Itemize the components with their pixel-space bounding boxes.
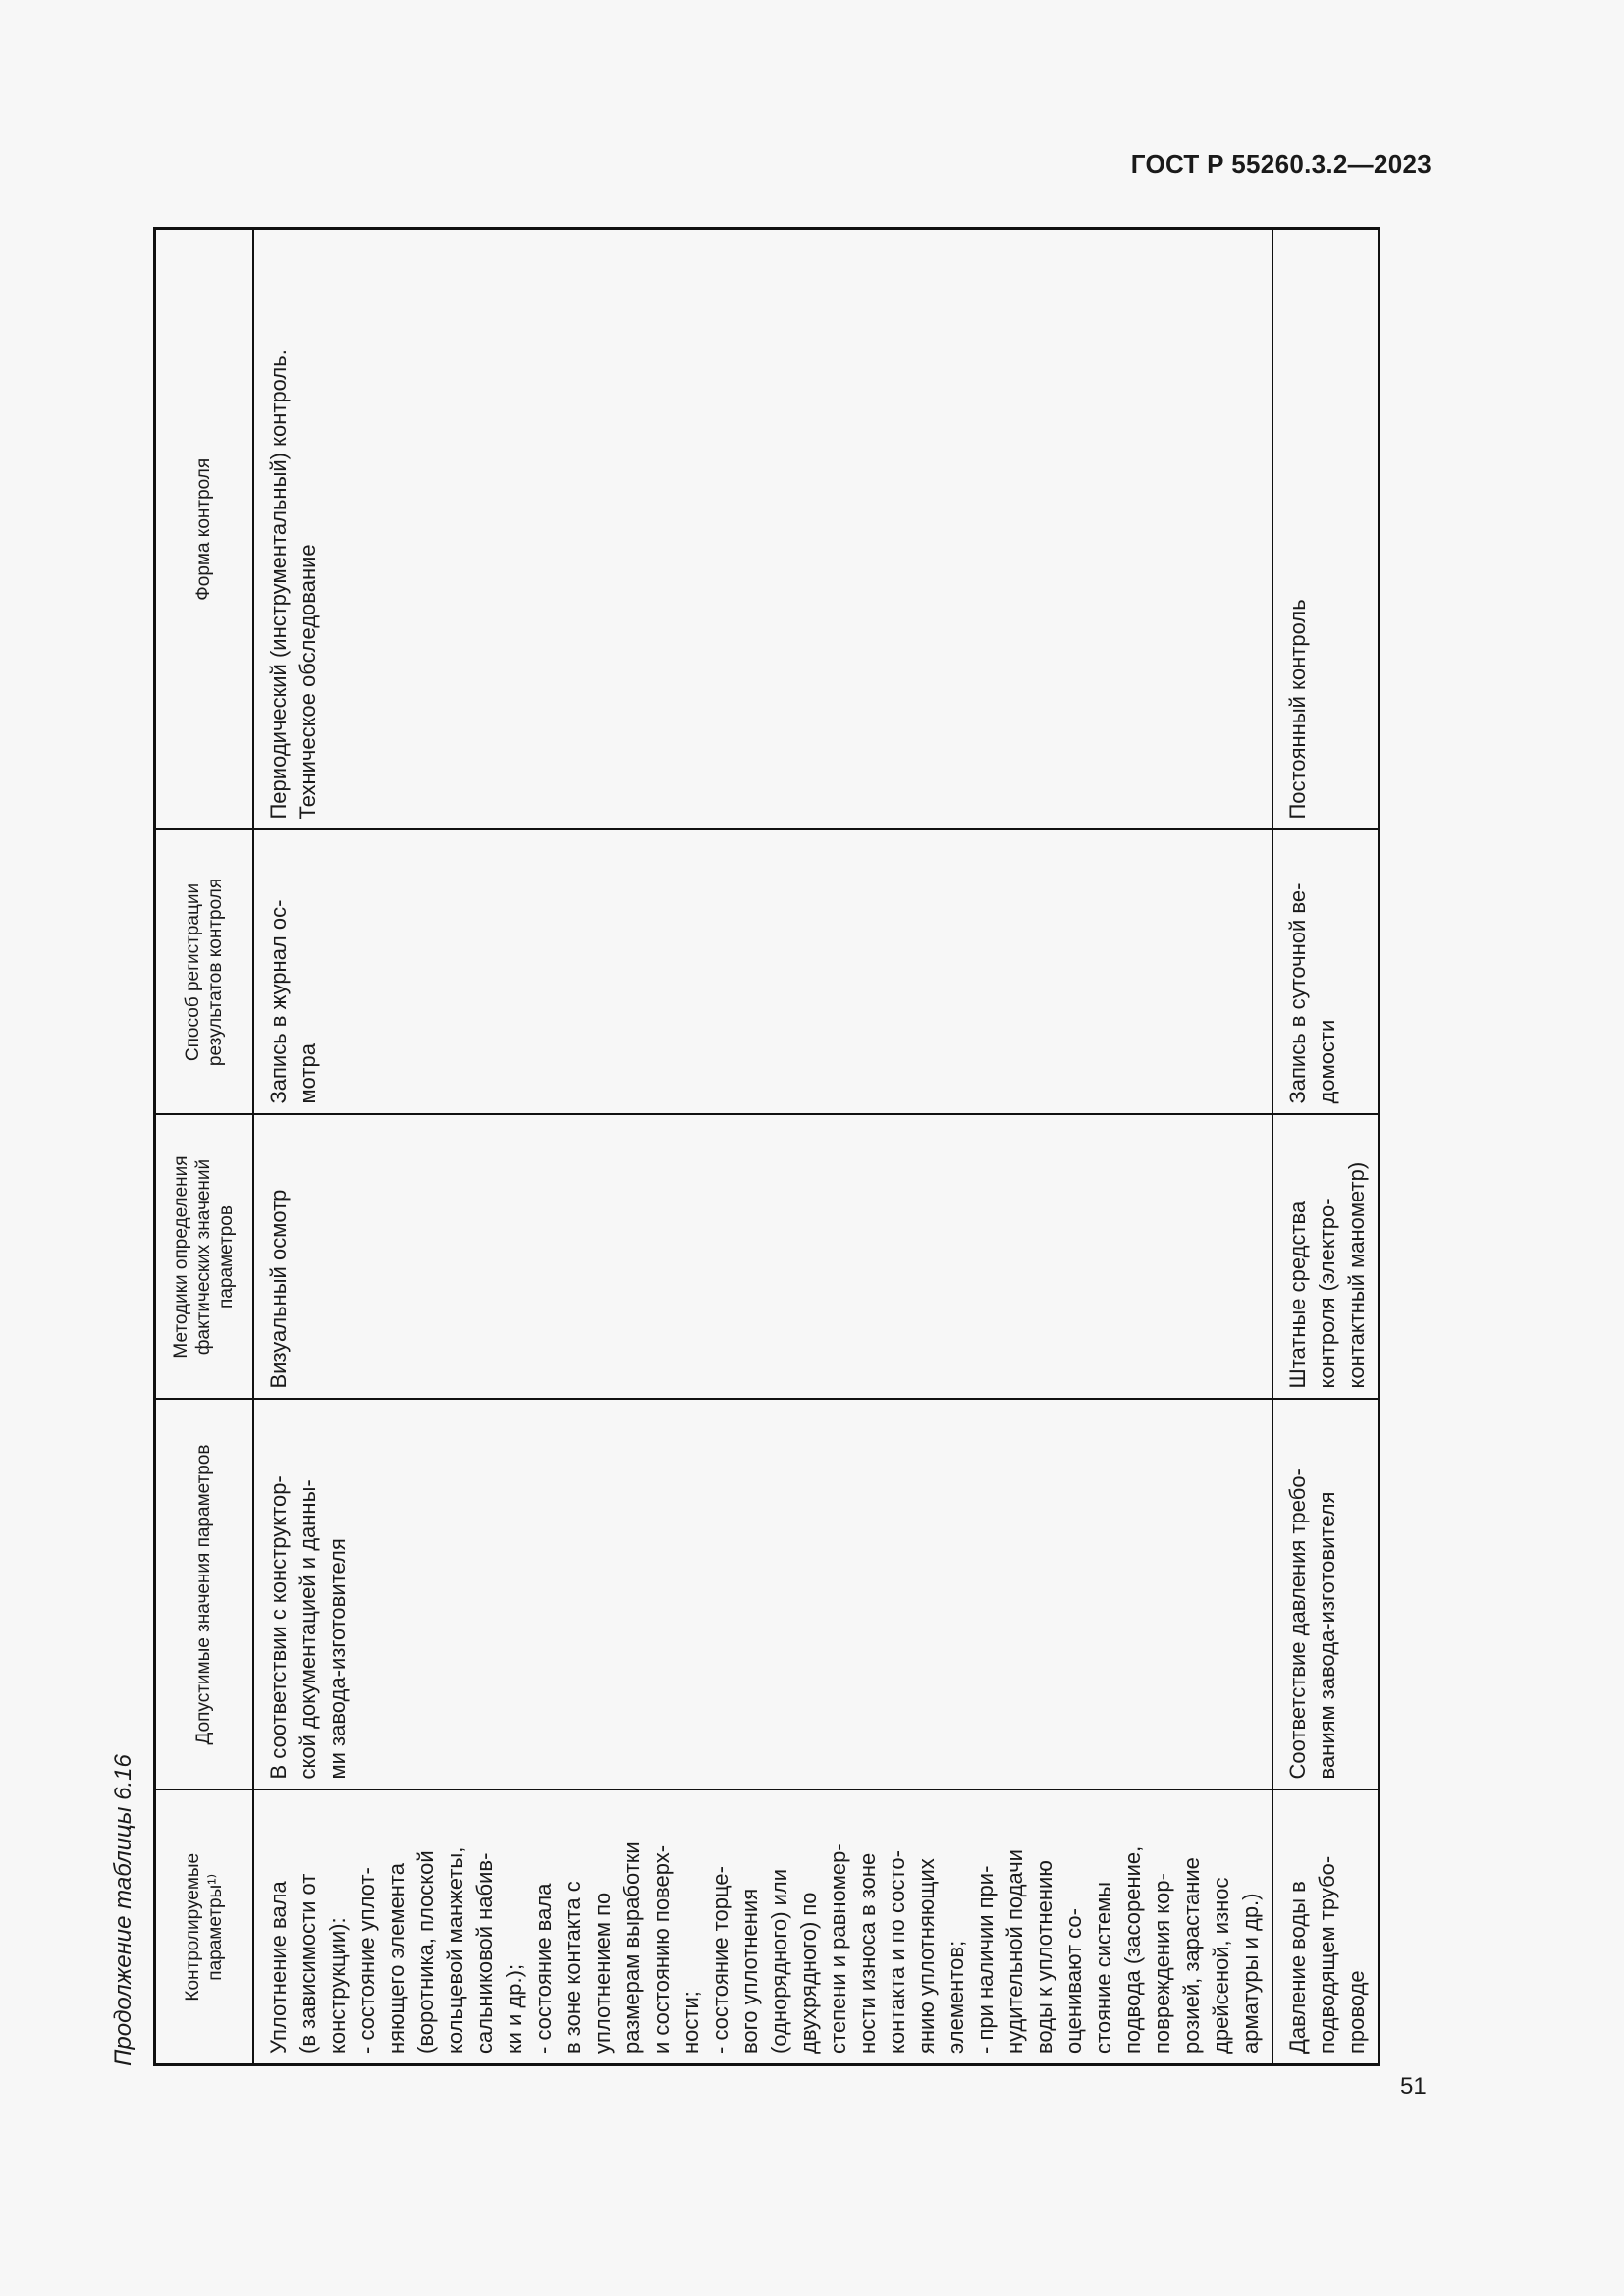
cell-text-line: янию уплотняющих	[913, 1858, 939, 2054]
cell-controlled-params	[1272, 1790, 1379, 2065]
table-header-row	[155, 229, 253, 2065]
cell-text-line: уплотнением по	[589, 1892, 615, 2054]
cell-text-line: ности износа в зоне	[854, 1852, 880, 2054]
cell-text-line: Штатные средства	[1285, 1201, 1311, 1389]
cell-text-line: - состояние торце-	[707, 1866, 732, 2054]
cell-allowed-values	[253, 1400, 1272, 1790]
header-allowed-values: Допустимые значения параметров	[155, 1400, 253, 1790]
cell-control-form	[1272, 229, 1379, 830]
cell-text-line: контактный манометр)	[1344, 1161, 1370, 1389]
cell-text-line: Запись в журнал ос-	[265, 899, 291, 1104]
cell-text-line: проводе	[1344, 1970, 1370, 2054]
cell-text-line: нудительной подачи	[1001, 1849, 1027, 2054]
cell-registration	[253, 830, 1272, 1115]
header-controlled-params: Контролируемые параметры¹⁾	[155, 1790, 253, 2065]
cell-text-line: - при наличии при-	[972, 1865, 998, 2054]
cell-text-line: Техническое обследование	[295, 544, 320, 820]
cell-text-line: (воротника, плоской	[412, 1850, 438, 2054]
cell-text-line: степени и равномер-	[825, 1843, 850, 2054]
header-control-form: Форма контроля	[155, 229, 253, 830]
cell-text-line: контакта и по состо-	[884, 1850, 909, 2054]
cell-text-line: воды к уплотнению	[1031, 1860, 1056, 2054]
cell-text-line: няющего элемента	[383, 1863, 408, 2054]
table-caption: Продолжение таблицы 6.16	[110, 1754, 136, 2066]
cell-text-line: подвода (засорение,	[1119, 1845, 1145, 2054]
cell-allowed-values	[1272, 1400, 1379, 1790]
cell-text-line: Давление воды в	[1285, 1881, 1311, 2054]
cell-text-line: конструкции):	[324, 1917, 350, 2054]
cell-registration	[1272, 830, 1379, 1115]
cell-text-line: - состояние вала	[530, 1883, 556, 2054]
cell-text-line: ности;	[677, 1991, 703, 2054]
cell-text-line: мотра	[295, 1043, 320, 1104]
cell-text-line: Соответствие давления требо-	[1285, 1468, 1311, 1780]
cell-controlled-params	[253, 1790, 1272, 2065]
cell-text-line: (в зависимости от	[295, 1873, 320, 2054]
cell-text-line: в зоне контакта с	[560, 1881, 585, 2054]
cell-text-line: стояние системы	[1090, 1881, 1115, 2054]
cell-text-line: домости	[1315, 1019, 1340, 1104]
cell-text-line: Периодический (инструментальный) контроль.	[265, 349, 291, 820]
cell-method	[1272, 1115, 1379, 1400]
cell-text-line: ской документацией и данны-	[295, 1479, 320, 1780]
cell-text-line: дрейсеной, износ	[1208, 1877, 1233, 2054]
cell-text-line: ми завода-изготовителя	[324, 1538, 350, 1780]
cell-text-line: ваниям завода-изготовителя	[1315, 1491, 1340, 1780]
cell-text-line: и состоянию поверх-	[648, 1844, 674, 2054]
table-row	[1272, 229, 1379, 2065]
cell-text-line: - состояние уплот-	[353, 1867, 379, 2054]
cell-text-line: арматуры и др.)	[1237, 1893, 1263, 2054]
cell-text-line: двухрядного) по	[795, 1892, 821, 2054]
cell-text-line: (однорядного) или	[766, 1868, 791, 2054]
header-registration: Способ регистрации результатов контроля	[155, 830, 253, 1115]
cell-method	[253, 1115, 1272, 1400]
cell-text-line: Постоянный контроль	[1285, 599, 1311, 820]
cell-control-form	[253, 229, 1272, 830]
table-row	[253, 229, 1272, 2065]
rotated-table-block	[110, 221, 1381, 2066]
page-number: 51	[1400, 2073, 1427, 2100]
standard-code: ГОСТ Р 55260.3.2—2023	[1130, 149, 1432, 179]
cell-text-line: элементов;	[943, 1940, 968, 2054]
cell-text-line: вого уплотнения	[736, 1888, 762, 2054]
cell-text-line: розией, зарастание	[1178, 1857, 1204, 2054]
cell-text-line: Запись в суточной ве-	[1285, 882, 1311, 1104]
cell-text-line: повреждения кор-	[1149, 1873, 1174, 2054]
control-table	[153, 227, 1380, 2066]
header-methods: Методики определения фактических значений параметров	[155, 1115, 253, 1400]
cell-text-line: ки и др.);	[501, 1963, 526, 2054]
cell-text-line: Визуальный осмотр	[265, 1189, 291, 1389]
cell-text-line: сальниковой набив-	[471, 1852, 497, 2054]
cell-text-line: контроля (электро-	[1315, 1198, 1340, 1389]
cell-text-line: оценивают со-	[1060, 1908, 1086, 2054]
cell-text-line: В соответствии с конструктор-	[265, 1475, 291, 1780]
cell-text-line: кольцевой манжеты,	[442, 1846, 467, 2054]
cell-text-line: подводящем трубо-	[1315, 1855, 1340, 2054]
cell-text-line: размерам выработки	[619, 1842, 644, 2054]
cell-text-line: Уплотнение вала	[265, 1881, 291, 2054]
